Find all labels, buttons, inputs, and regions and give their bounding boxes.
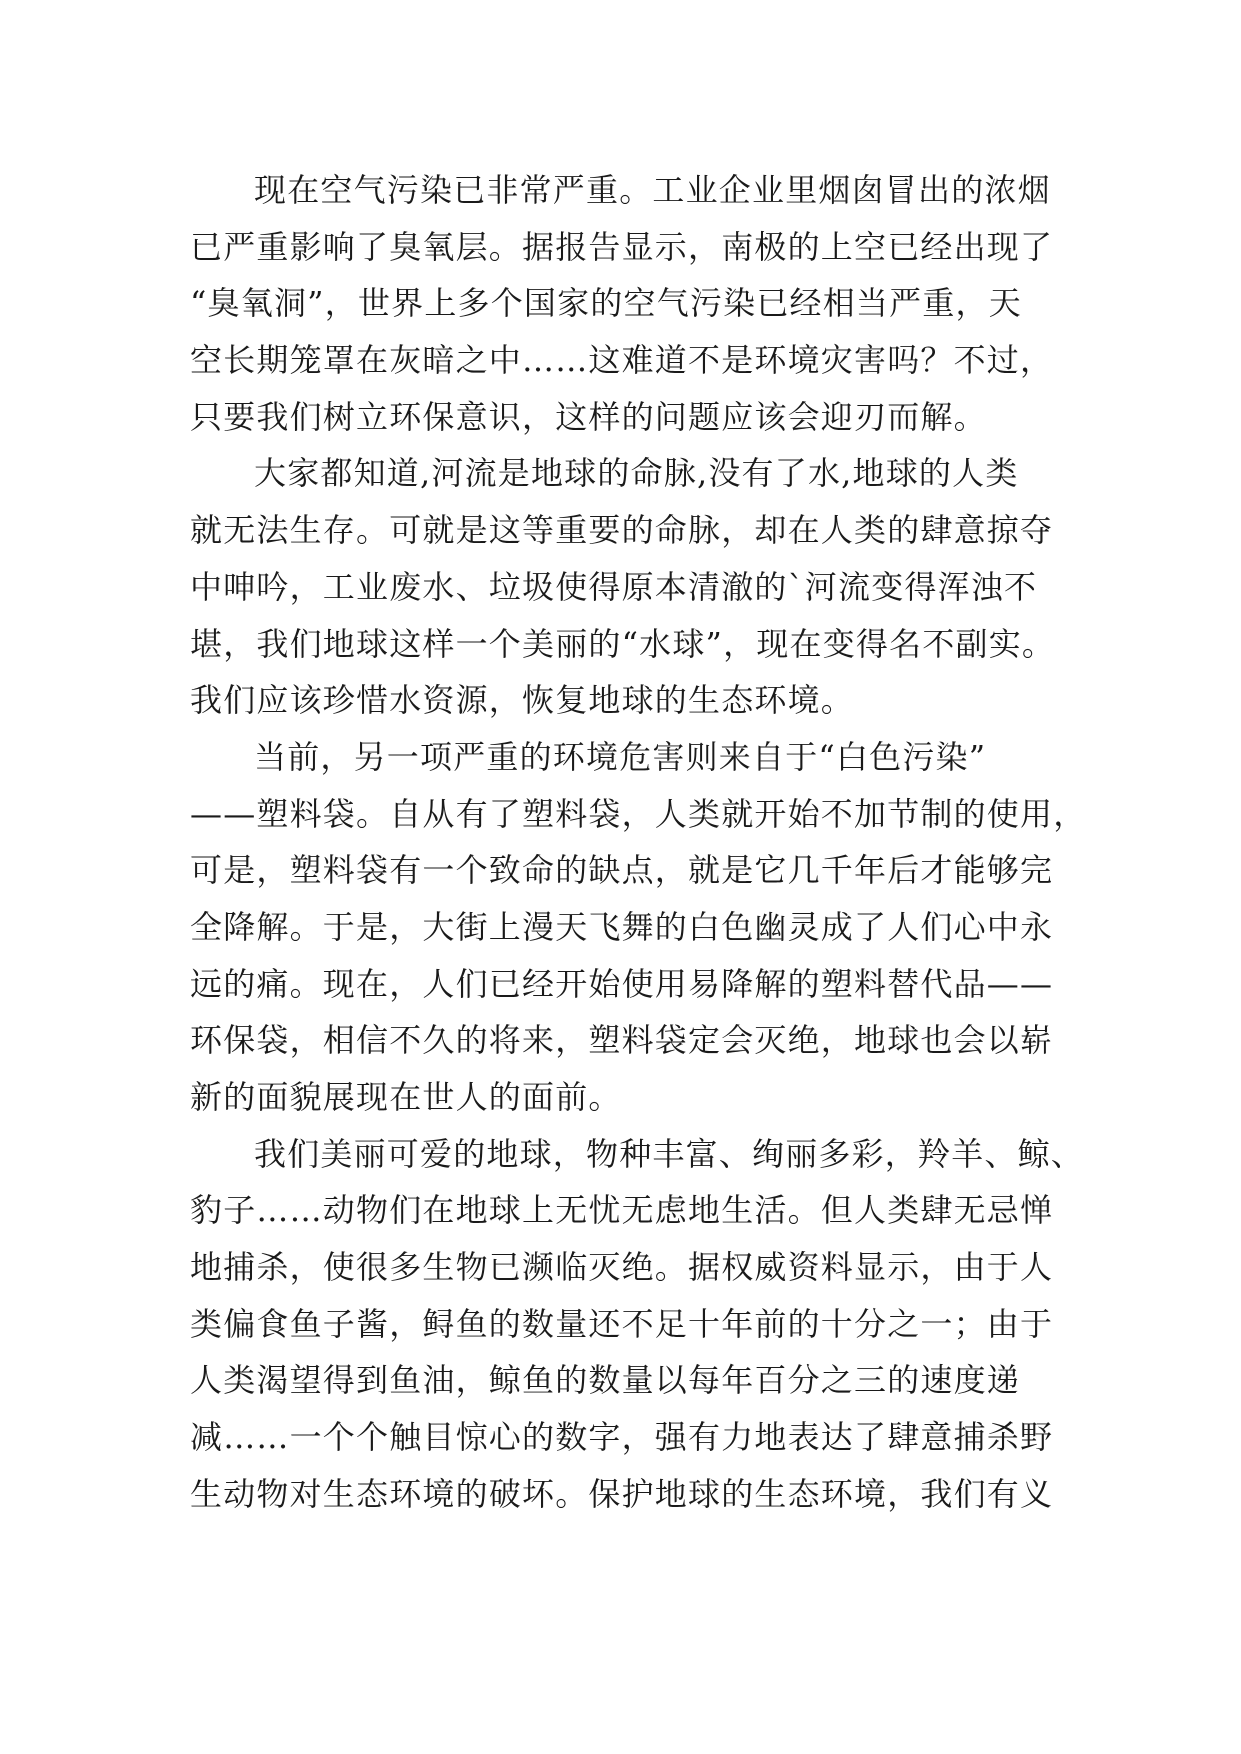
paragraph-2-line-1: 大家都知道,河流是地球的命脉,没有了水,地球的人类 (254, 454, 1019, 493)
paragraph-1-line-3: “臭氧洞”，世界上多个国家的空气污染已经相当严重，天 (190, 284, 1022, 323)
paragraph-3-line-3: 可是，塑料袋有一个致命的缺点，就是它几千年后才能够完 (190, 851, 1054, 890)
paragraph-1-line-5: 只要我们树立环保意识，这样的问题应该会迎刃而解。 (190, 397, 987, 436)
paragraph-2-line-4: 堪，我们地球这样一个美丽的“水球”，现在变得名不副实。 (190, 624, 1056, 663)
paragraph-4-line-6: 减……一个个触目惊心的数字，强有力地表达了肆意捕杀野 (190, 1418, 1054, 1457)
body-text (190, 162, 1087, 1523)
paragraph-3-line-6: 环保袋，相信不久的将来，塑料袋定会灭绝，地球也会以崭 (190, 1021, 1054, 1060)
paragraph-1-line-2: 已严重影响了臭氧层。据报告显示，南极的上空已经出现了 (190, 227, 1054, 266)
paragraph-4-line-4: 类偏食鱼子酱，鲟鱼的数量还不足十年前的十分之一；由于 (190, 1304, 1054, 1343)
paragraph-2-line-2: 就无法生存。可就是这等重要的命脉，却在人类的肆意掠夺 (190, 511, 1054, 550)
paragraph-4-line-1: 我们美丽可爱的地球，物种丰富、绚丽多彩，羚羊、鲸、 (254, 1134, 1085, 1173)
paragraph-2-line-5: 我们应该珍惜水资源，恢复地球的生态环境。 (190, 681, 855, 720)
paragraph-3-line-2: ——塑料袋。自从有了塑料袋，人类就开始不加节制的使用， (190, 794, 1087, 833)
paragraph-4-line-3: 地捕杀，使很多生物已濒临灭绝。据权威资料显示，由于人 (190, 1248, 1054, 1287)
paragraph-4-line-7: 生动物对生态环境的破坏。保护地球的生态环境，我们有义 (190, 1474, 1054, 1513)
paragraph-2-line-3: 中呻吟，工业废水、垃圾使得原本清澈的`河流变得浑浊不 (190, 567, 1038, 606)
paragraph-3-line-7: 新的面貌展现在世人的面前。 (190, 1078, 622, 1116)
paragraph-4-line-2: 豹子……动物们在地球上无忧无虑地生活。但人类肆无忌惮 (190, 1191, 1054, 1230)
paragraph-4-line-5: 人类渴望得到鱼油，鲸鱼的数量以每年百分之三的速度递 (190, 1361, 1021, 1400)
paragraph-1-line-1: 现在空气污染已非常严重。工业企业里烟囱冒出的浓烟 (254, 171, 1051, 209)
paragraph-3-line-1: 当前，另一项严重的环境危害则来自于“白色污染” (254, 737, 987, 776)
paragraph-3-line-5: 远的痛。现在，人们已经开始使用易降解的塑料替代品—— (190, 964, 1054, 1003)
paragraph-3-line-4: 全降解。于是，大街上漫天飞舞的白色幽灵成了人们心中永 (190, 907, 1054, 946)
paragraph-1-line-4: 空长期笼罩在灰暗之中……这难道不是环境灾害吗？不过， (190, 341, 1054, 380)
